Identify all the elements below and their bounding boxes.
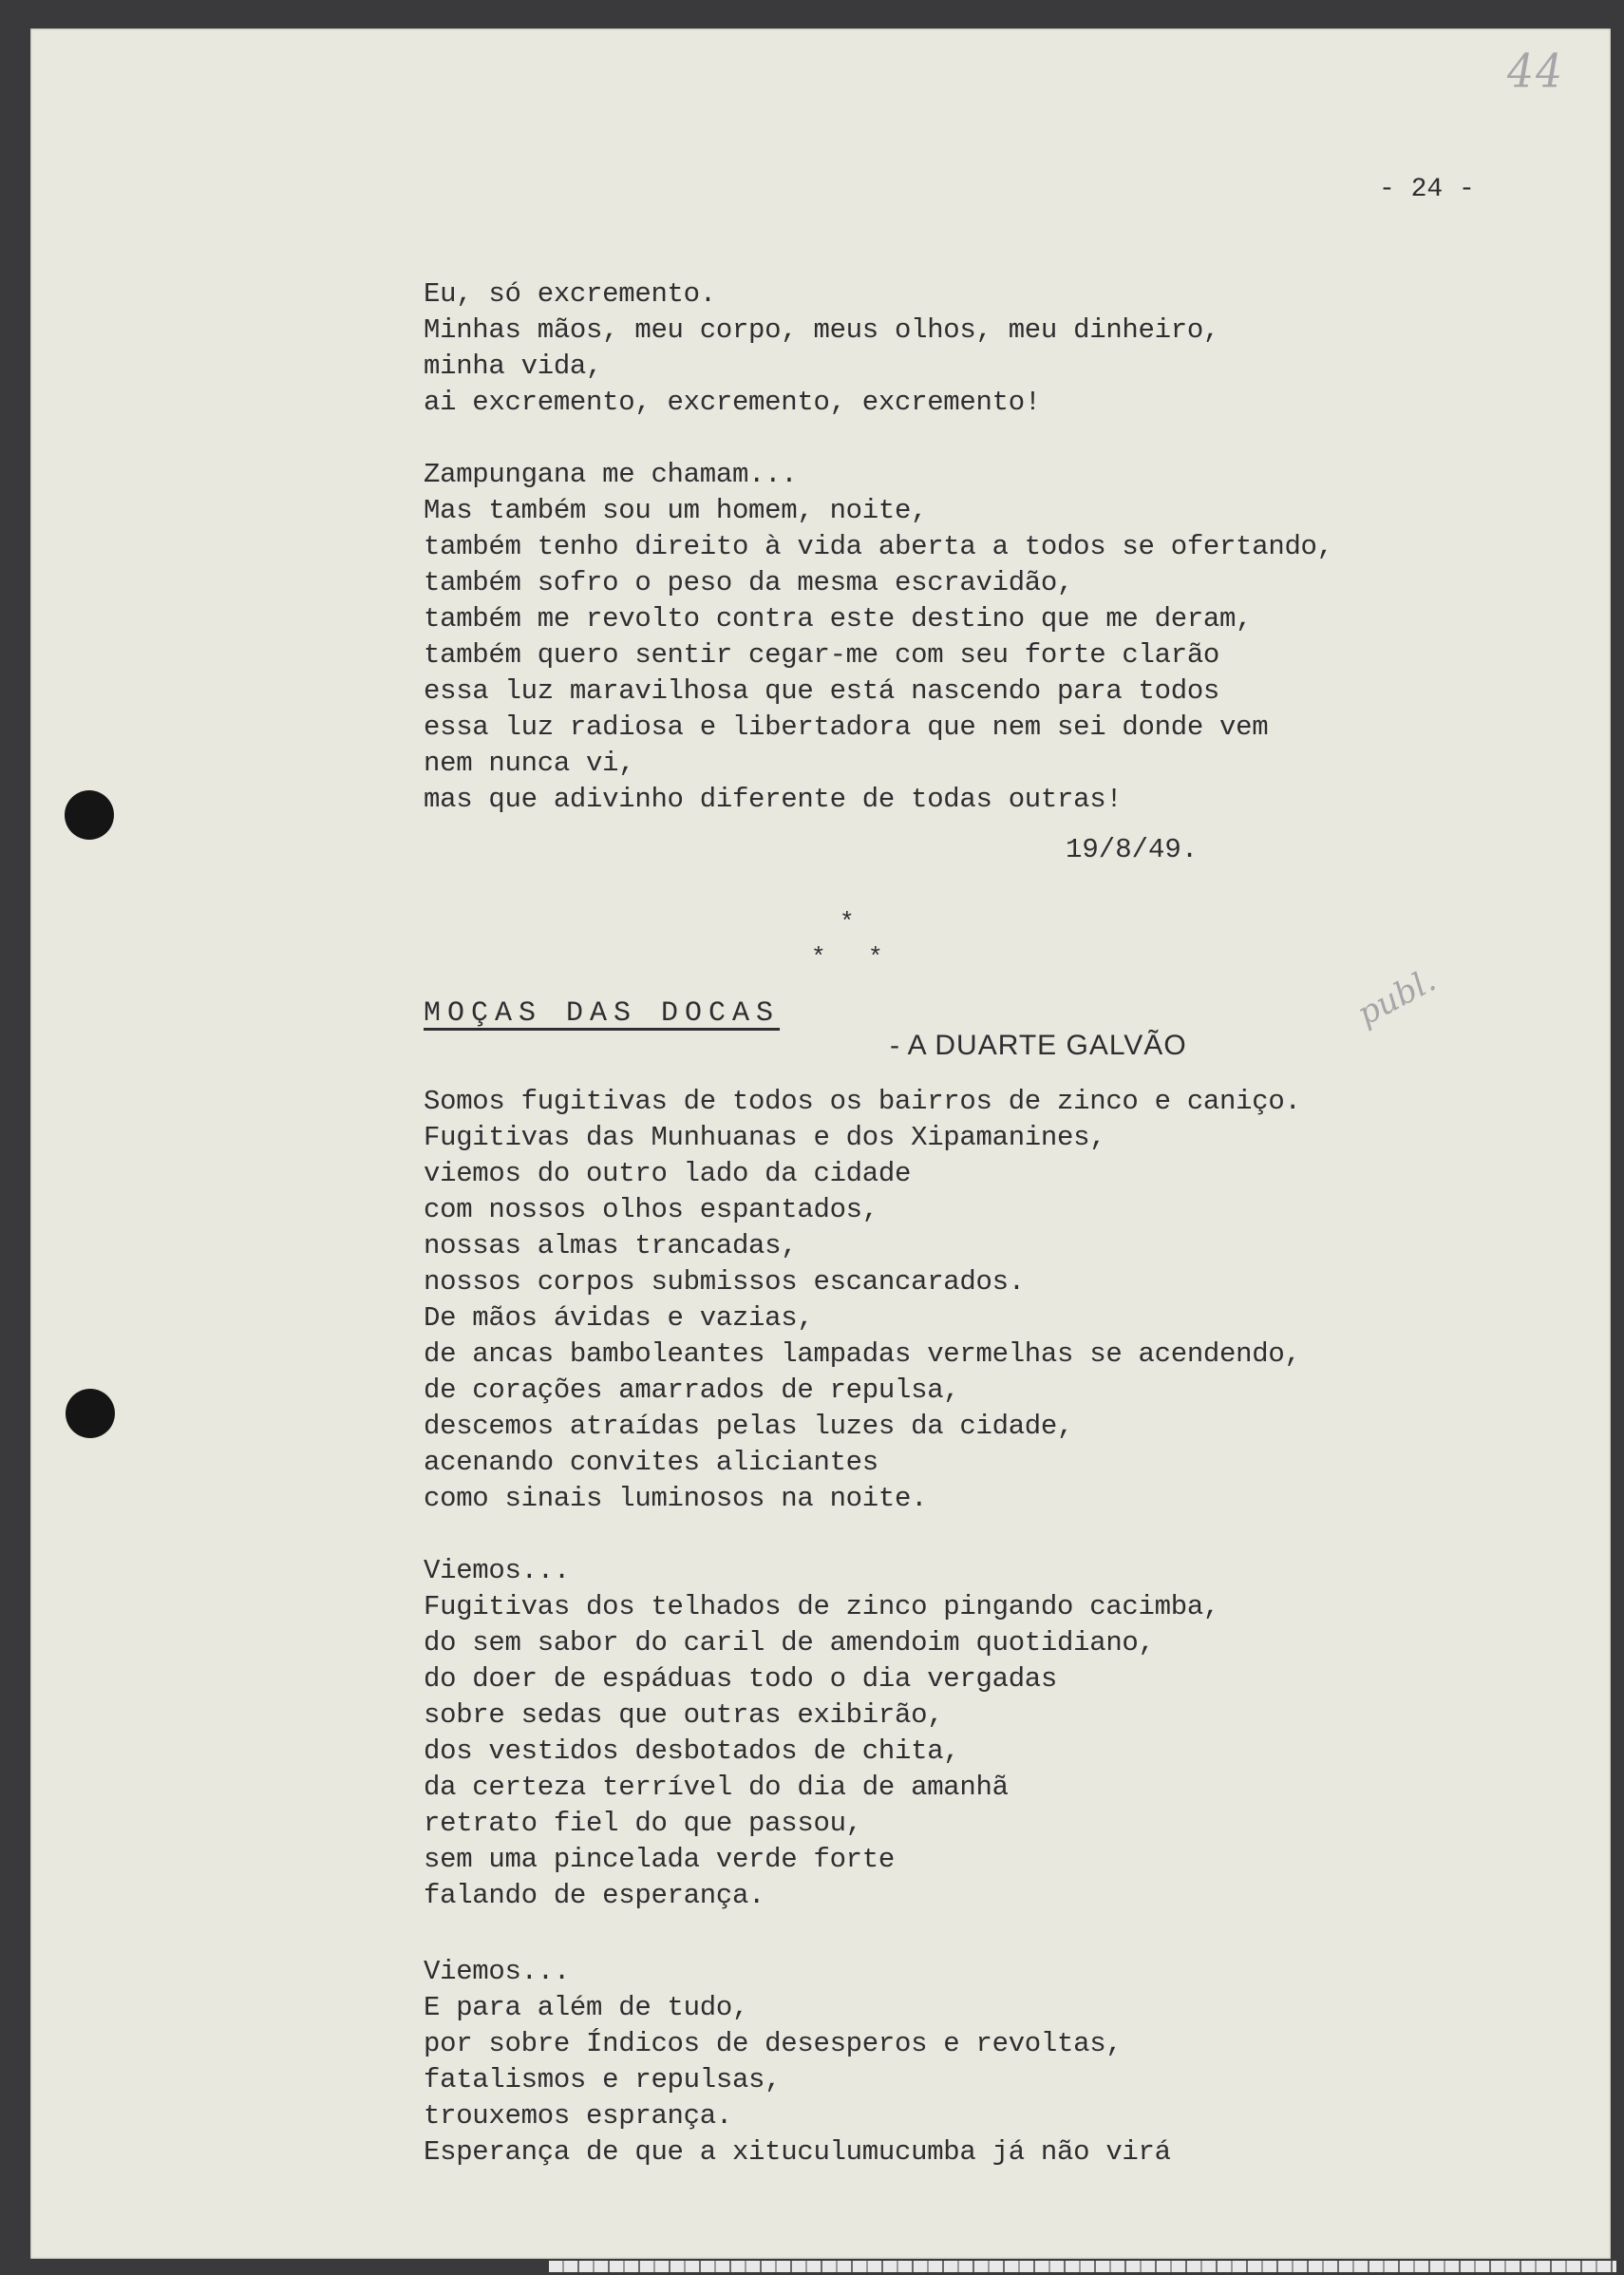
poem-line: E para além de tudo,: [424, 1992, 749, 2023]
poem-line: nem nunca vi,: [424, 748, 635, 779]
poem-line: Viemos...: [424, 1956, 570, 1987]
punch-hole: [65, 790, 114, 840]
poem-line: retrato fiel do que passou,: [424, 1808, 862, 1839]
poem-line: essa luz maravilhosa que está nascendo para todos: [424, 675, 1220, 707]
poem-line: também tenho direito à vida aberta a todos se ofertando,: [424, 531, 1333, 562]
separator-asterisk: *: [868, 943, 883, 972]
poem-line: Fugitivas das Munhuanas e dos Xipamanines,: [424, 1122, 1106, 1153]
poem-line: ai excremento, excremento, excremento!: [424, 387, 1041, 418]
separator-asterisk: *: [811, 943, 826, 972]
separator-asterisk: *: [840, 908, 855, 937]
poem-line: também sofro o peso da mesma escravidão,: [424, 567, 1074, 598]
poem-line: minha vida,: [424, 351, 603, 382]
poem-line: dos vestidos desbotados de chita,: [424, 1735, 960, 1767]
poem-line: Esperança de que a xituculumucumba já não virá: [424, 2136, 1171, 2168]
scanner-scale-strip: [549, 2261, 1616, 2272]
poem-line: acenando convites aliciantes: [424, 1447, 878, 1478]
poem-line: por sobre Índicos de desesperos e revoltas,: [424, 2028, 1123, 2059]
typescript-page: [30, 28, 1611, 2259]
poem-line: do sem sabor do caril de amendoim quotidiano,: [424, 1627, 1155, 1659]
poem-line: fatalismos e repulsas,: [424, 2064, 782, 2095]
handwritten-publication-note: publ.: [1350, 960, 1443, 1034]
poem-line: da certeza terrível do dia de amanhã: [424, 1772, 1009, 1803]
poem-line: De mãos ávidas e vazias,: [424, 1302, 814, 1334]
poem-line: Fugitivas dos telhados de zinco pingando cacimba,: [424, 1591, 1220, 1622]
poem-line: de corações amarrados de repulsa,: [424, 1374, 960, 1406]
poem-line: sem uma pincelada verde forte: [424, 1844, 895, 1875]
poem-line: Eu, só excremento.: [424, 278, 716, 310]
poem-line: nossos corpos submissos escancarados.: [424, 1266, 1025, 1298]
poem-line: descemos atraídas pelas luzes da cidade,: [424, 1411, 1074, 1442]
poem-line: Somos fugitivas de todos os bairros de zinco e caniço.: [424, 1086, 1301, 1117]
poem-line: também quero sentir cegar-me com seu forte clarão: [424, 639, 1220, 671]
poem-line: Mas também sou um homem, noite,: [424, 495, 928, 526]
poem-line: Minhas mãos, meu corpo, meus olhos, meu dinheiro,: [424, 314, 1220, 346]
poem-line: como sinais luminosos na noite.: [424, 1483, 928, 1514]
poem-title: MOÇAS DAS DOCAS: [424, 997, 781, 1030]
poem-line: Zampungana me chamam...: [424, 459, 798, 490]
page-number: - 24 -: [1379, 175, 1475, 204]
poem-line: trouxemos esprança.: [424, 2100, 732, 2132]
poem-line: falando de esperança.: [424, 1880, 765, 1911]
poem-date: 19/8/49.: [1066, 834, 1199, 865]
poem-line: de ancas bamboleantes lampadas vermelhas se acendendo,: [424, 1338, 1301, 1370]
poem-line: do doer de espáduas todo o dia vergadas: [424, 1663, 1058, 1695]
poem-dedication: - A DUARTE GALVÃO: [890, 1030, 1187, 1061]
poem-line: com nossos olhos espantados,: [424, 1194, 878, 1225]
poem-line: Viemos...: [424, 1555, 570, 1586]
punch-hole: [66, 1389, 115, 1438]
handwritten-folio-number: 44: [1507, 45, 1564, 99]
poem-line: nossas almas trancadas,: [424, 1230, 798, 1261]
poem-line: sobre sedas que outras exibirão,: [424, 1699, 944, 1731]
poem-line: também me revolto contra este destino que me deram,: [424, 603, 1253, 635]
poem-line: mas que adivinho diferente de todas outras!: [424, 784, 1123, 815]
poem-line: essa luz radiosa e libertadora que nem sei donde vem: [424, 711, 1269, 743]
poem-line: viemos do outro lado da cidade: [424, 1158, 912, 1189]
